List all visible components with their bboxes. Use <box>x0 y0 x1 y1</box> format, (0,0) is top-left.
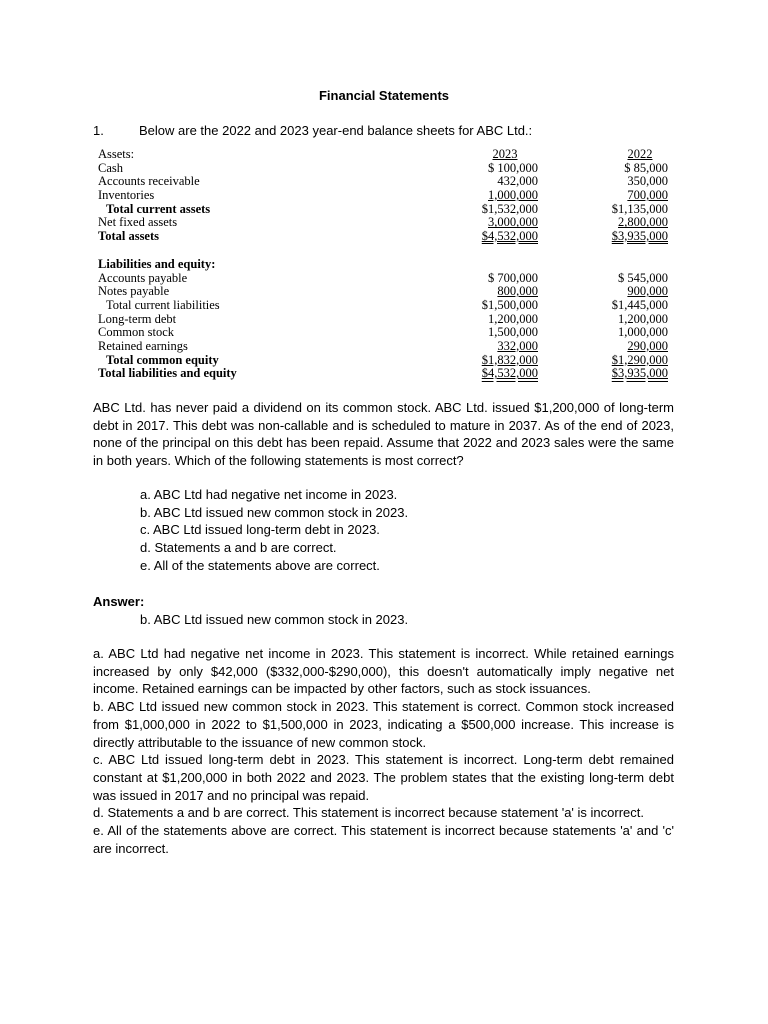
row-label: Accounts receivable <box>98 174 200 189</box>
table-row <box>98 175 678 189</box>
section-gap <box>98 244 678 258</box>
row-label: Total current liabilities <box>106 297 220 312</box>
table-row <box>98 285 678 299</box>
explanation-b: b. ABC Ltd issued new common stock in 2023. This statement is correct. Common stock increased from $1,000,000 in 2022 to $1,500,000 in 2023, indicating a $500,000 increase. This increase is directly attributable to the issuance of new common stock. <box>93 699 674 750</box>
value-2022: $ 545,000 <box>618 270 668 285</box>
explanations <box>93 645 674 857</box>
table-row <box>98 203 678 217</box>
value-2023: $4,532,000 <box>481 366 538 381</box>
row-label: Long-term debt <box>98 311 177 326</box>
option-e: e. All of the statements above are correct. <box>140 557 380 573</box>
year-2023-header: 2023 <box>492 147 518 161</box>
table-row <box>98 272 678 286</box>
table-row <box>98 313 678 327</box>
value-2022: 2,800,000 <box>618 215 668 230</box>
table-row <box>98 326 678 340</box>
value-2023: 3,000,000 <box>488 215 538 230</box>
value-2022: $1,135,000 <box>611 201 668 216</box>
table-row <box>98 216 678 230</box>
option-d: d. Statements a and b are correct. <box>140 540 337 556</box>
value-2022: 1,200,000 <box>618 311 668 326</box>
table-row <box>98 189 678 203</box>
row-label: Total liabilities and equity <box>98 366 237 381</box>
answer-text: b. ABC Ltd issued new common stock in 2023. <box>140 611 409 627</box>
value-2022: $1,290,000 <box>611 352 668 367</box>
value-2022: $ 85,000 <box>624 160 668 175</box>
table-row <box>98 162 678 176</box>
table-row <box>98 354 678 368</box>
value-2023: 1,500,000 <box>488 325 538 340</box>
liabilities-header: Liabilities and equity: <box>98 256 216 271</box>
value-2023: 1,200,000 <box>488 311 538 326</box>
row-label: Common stock <box>98 325 175 340</box>
question-prompt: ABC Ltd. has never paid a dividend on its common stock. ABC Ltd. issued $1,200,000 of long-term debt in 2017. This debt was non-callable and is scheduled to mature in 2037. As of the end of 2023, none of the principal on this debt has been repaid. Assume that 2022 and 2023 sales were the same in both years. Which of the following statements is most correct? <box>93 400 674 469</box>
table-row <box>98 230 678 244</box>
row-label: Net fixed assets <box>98 215 178 230</box>
options-list <box>93 486 674 575</box>
value-2023: 432,000 <box>497 174 538 189</box>
value-2022: $1,445,000 <box>611 297 668 312</box>
explanation-c: c. ABC Ltd issued long-term debt in 2023. This statement is incorrect. Long-term debt remained constant at $1,200,000 in both 2022 and 2023. The problem states that the existing long-term debt was issued in 2017 and no principal was repaid. <box>93 752 674 803</box>
value-2022: 700,000 <box>627 188 668 203</box>
table-row <box>98 299 678 313</box>
answer-block <box>93 593 674 628</box>
explanation-d: d. Statements a and b are correct. This statement is incorrect because statement 'a' is incorrect. <box>93 805 644 821</box>
row-label: Inventories <box>98 188 155 203</box>
value-2023: 800,000 <box>497 284 538 299</box>
table-row <box>98 340 678 354</box>
value-2023: 332,000 <box>497 338 538 353</box>
assets-header-row <box>98 148 678 162</box>
row-label: Total common equity <box>106 352 219 367</box>
value-2023: $ 700,000 <box>488 270 538 285</box>
value-2022: 290,000 <box>627 338 668 353</box>
liabilities-header-row <box>98 258 678 272</box>
table-row <box>98 367 678 381</box>
option-b: b. ABC Ltd issued new common stock in 2023. <box>140 504 409 520</box>
option-c: c. ABC Ltd issued long-term debt in 2023. <box>140 522 380 538</box>
row-label: Total assets <box>98 229 160 244</box>
row-label: Accounts payable <box>98 270 188 285</box>
balance-sheet <box>98 148 678 381</box>
assets-header: Assets: <box>98 147 135 161</box>
value-2022: $3,935,000 <box>611 229 668 244</box>
year-2022-header: 2022 <box>627 147 653 161</box>
explanation-a: a. ABC Ltd had negative net income in 2023. This statement is incorrect. While retained earnings increased by only $42,000 ($332,000-$290,000), this doesn't automatically imply negative net income. Retained earnings can be impacted by other factors, such as stock issuances. <box>93 646 674 697</box>
option-a: a. ABC Ltd had negative net income in 2023. <box>140 487 398 502</box>
question-text: Below are the 2022 and 2023 year-end balance sheets for ABC Ltd.: <box>139 123 533 138</box>
row-label: Cash <box>98 160 123 175</box>
value-2023: $1,532,000 <box>481 201 538 216</box>
value-2023: 1,000,000 <box>488 188 538 203</box>
value-2023: $ 100,000 <box>488 160 538 175</box>
explanation-e: e. All of the statements above are correct. This statement is incorrect because statements 'a' and 'c' are incorrect. <box>93 823 674 856</box>
page-title: Financial Statements <box>318 88 450 103</box>
value-2022: 900,000 <box>627 284 668 299</box>
value-2022: 350,000 <box>627 174 668 189</box>
question-line <box>93 123 532 138</box>
value-2023: $4,532,000 <box>481 229 538 244</box>
value-2022: 1,000,000 <box>618 325 668 340</box>
row-label: Retained earnings <box>98 338 188 353</box>
row-label: Notes payable <box>98 284 170 299</box>
row-label: Total current assets <box>106 201 211 216</box>
value-2022: $3,935,000 <box>611 366 668 381</box>
answer-label: Answer: <box>93 594 145 609</box>
value-2023: $1,500,000 <box>481 297 538 312</box>
question-number: 1. <box>93 123 104 138</box>
value-2023: $1,832,000 <box>481 352 538 367</box>
